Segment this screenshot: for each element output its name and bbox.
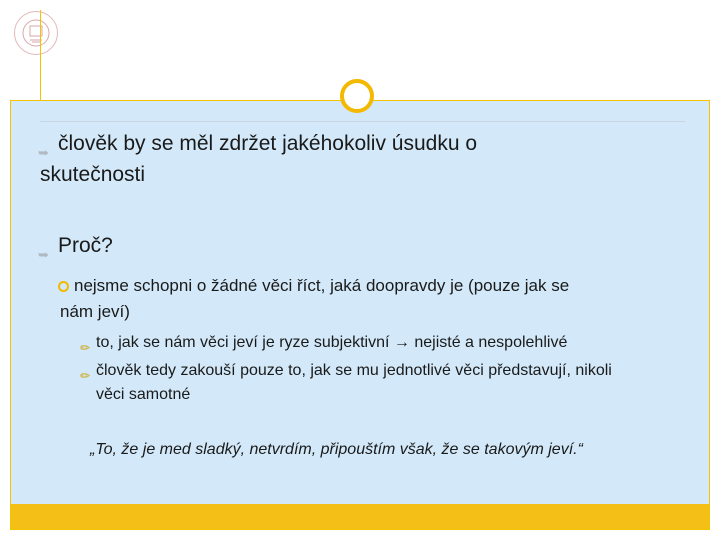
sub-sub-bullet-text-1: to, jak se nám věci jeví je ryze subjektivní → nejisté a nespolehlivé xyxy=(96,334,568,351)
vertical-accent-line xyxy=(40,10,41,100)
bullet-icon: ➥ xyxy=(38,247,49,262)
sub-bullet-text-a: nejsme schopni o žádné věci říct, jaká doopravdy je (pouze jak se xyxy=(74,276,570,295)
bullet-text-1b: skutečnosti xyxy=(40,163,146,186)
seal-icon xyxy=(21,18,51,48)
sub-sub-bullet-text-2a: člověk tedy zakouší pouze to, jak se mu jednotlivé věci představují, nikoli xyxy=(96,362,612,379)
sub-sub-bullet-text-2b: věci samotné xyxy=(96,386,191,403)
circle-ornament-icon xyxy=(340,79,374,113)
sub-bullet-item xyxy=(58,273,678,325)
bullet-text-1a: člověk by se měl zdržet jakéhokoliv úsudku o xyxy=(58,132,478,155)
university-seal-logo xyxy=(14,11,58,55)
pencil-bullet-icon: ✏ xyxy=(80,369,91,383)
bullet-text-2: Proč? xyxy=(58,234,113,257)
sub-bullet-text-b: nám jeví) xyxy=(60,302,130,321)
ring-bullet-icon xyxy=(58,281,69,292)
quote-text: „To, že je med sladký, netvrdím, připouštím však, že se takovým jeví.“ xyxy=(90,441,583,458)
sub-sub-bullet-item-2 xyxy=(80,359,690,407)
footer-bar xyxy=(11,504,709,529)
title-divider xyxy=(40,121,685,122)
pencil-bullet-icon: ✏ xyxy=(80,341,91,355)
bullet-icon: ➥ xyxy=(38,145,49,160)
bullet-item-1 xyxy=(40,128,600,190)
sub-sub-bullet-item-1 xyxy=(80,331,690,355)
bullet-item-2 xyxy=(40,230,600,261)
